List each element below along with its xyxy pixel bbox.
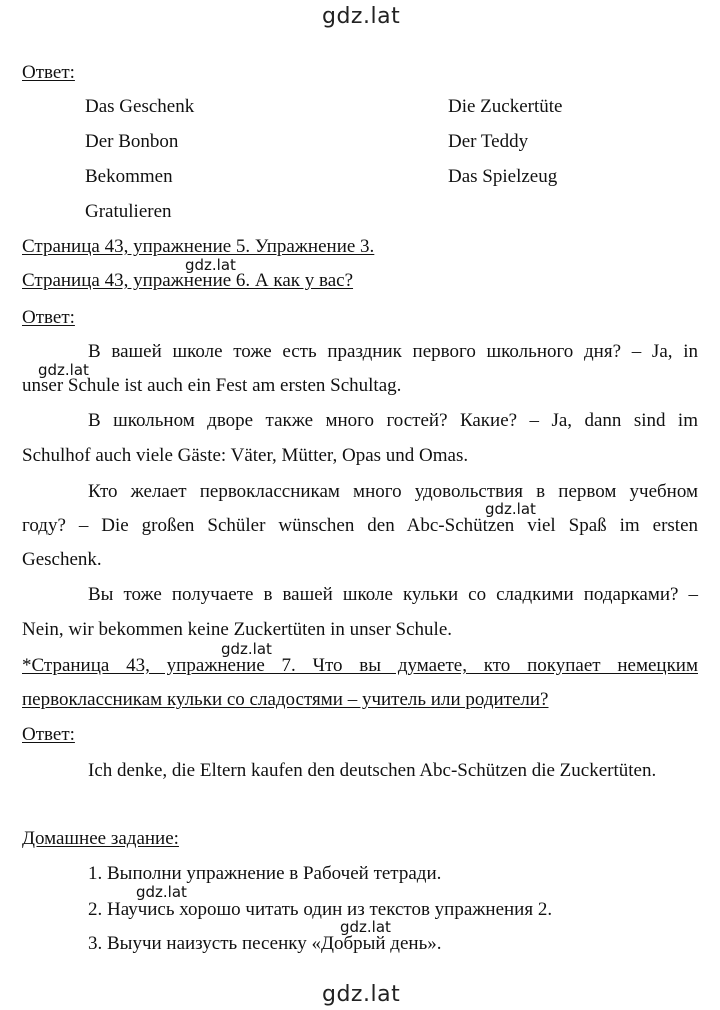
answer-label: Ответ: xyxy=(22,62,75,83)
word-left-2: Der Bonbon xyxy=(85,131,179,152)
paragraph-2-line-1: В школьном дворе также много гостей? Какие? – Ja, dann sind im xyxy=(88,410,698,431)
heading-exercise-5: Страница 43, упражнение 5. Упражнение 3. xyxy=(22,236,375,257)
homework-item-1: 1. Выполни упражнение в Рабочей тетради. xyxy=(88,863,442,884)
paragraph-4-line-1: Вы тоже получаете в вашей школе кульки со сладкими подарками? – xyxy=(88,584,698,605)
paragraph-4-line-2: Nein, wir bekommen keine Zuckertüten in unser Schule. xyxy=(22,619,453,640)
word-left-4: Gratulieren xyxy=(85,201,172,222)
homework-item-3: 3. Выучи наизусть песенку «Добрый день». xyxy=(88,933,442,954)
paragraph-3-line-2: году? – Die großen Schüler wünschen den Abc-Schützen viel Spaß im ersten xyxy=(22,515,698,536)
watermark-small: gdz.lat xyxy=(185,256,236,274)
answer-label: Ответ: xyxy=(22,724,75,745)
paragraph-1-line-2: unser Schule ist auch ein Fest am ersten Schultag. xyxy=(22,375,402,396)
word-left-1: Das Geschenk xyxy=(85,96,195,117)
answer-label: Ответ: xyxy=(22,307,75,328)
word-right-1: Die Zuckertüte xyxy=(448,96,563,117)
word-left-3: Bekommen xyxy=(85,166,173,187)
watermark-small: gdz.lat xyxy=(485,500,536,518)
homework-item-2: 2. Научись хорошо читать один из текстов упражнения 2. xyxy=(88,899,553,920)
answer-text: Ich denke, die Eltern kaufen den deutschen Abc-Schützen die Zuckertüten. xyxy=(88,760,657,781)
paragraph-3-line-3: Geschenk. xyxy=(22,549,102,570)
word-right-3: Das Spielzeug xyxy=(448,166,558,187)
paragraph-3-line-1: Кто желает первоклассникам много удовольствия в первом учебном xyxy=(88,481,698,502)
heading-exercise-7-line-2: первоклассникам кульки со сладостями – учитель или родители? xyxy=(22,689,549,710)
watermark-small: gdz.lat xyxy=(136,883,187,901)
word-right-2: Der Teddy xyxy=(448,131,529,152)
paragraph-1-line-1: В вашей школе тоже есть праздник первого школьного дня? – Ja, in xyxy=(88,341,698,362)
watermark-small: gdz.lat xyxy=(340,918,391,936)
homework-label: Домашнее задание: xyxy=(22,828,179,849)
heading-exercise-6: Страница 43, упражнение 6. А как у вас? xyxy=(22,270,354,291)
watermark-top: gdz.lat xyxy=(322,4,401,29)
watermark-bottom: gdz.lat xyxy=(322,982,401,1007)
watermark-small: gdz.lat xyxy=(38,361,89,379)
heading-exercise-7-line-1: *Страница 43, упражнение 7. Что вы думаете, кто покупает немецким xyxy=(22,655,698,676)
paragraph-2-line-2: Schulhof auch viele Gäste: Väter, Mütter, Opas und Omas. xyxy=(22,445,469,466)
watermark-small: gdz.lat xyxy=(221,640,272,658)
